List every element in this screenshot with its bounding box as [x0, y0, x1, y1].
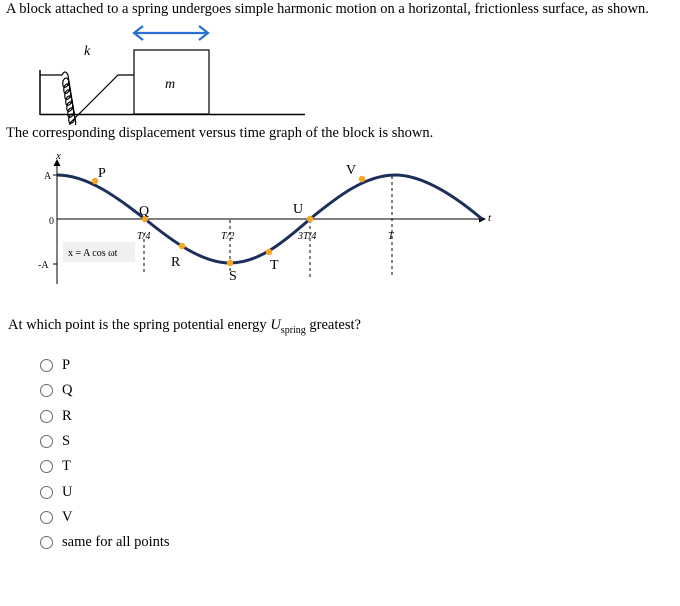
question-prompt: At which point is the spring potential energy $U_{spring}$ greatest?: [8, 317, 361, 336]
point-label-p: P: [98, 166, 106, 181]
point-label-q: Q: [139, 204, 150, 219]
tick-label-half: T/2: [221, 231, 235, 242]
point-r: [179, 243, 185, 249]
mass-label: m: [165, 77, 176, 92]
radio-button[interactable]: [40, 410, 53, 423]
option-v[interactable]: [40, 505, 170, 530]
option-q[interactable]: [40, 378, 170, 403]
point-s: [227, 260, 233, 266]
option-label: R: [62, 407, 72, 424]
point-v: [359, 176, 365, 182]
amplitude-top-label: A: [44, 171, 52, 182]
radio-button[interactable]: [40, 460, 53, 473]
option-r[interactable]: [40, 404, 170, 429]
tick-label-quarter: T/4: [137, 231, 151, 242]
point-label-s: S: [229, 269, 237, 284]
option-t[interactable]: [40, 454, 170, 479]
spring-constant-label: k: [84, 44, 91, 59]
option-label: S: [62, 433, 71, 450]
option-label: same for all points: [62, 534, 170, 551]
option-label: V: [62, 508, 73, 525]
answer-options: [40, 353, 170, 555]
equation-label: x = A cos ωt: [68, 248, 118, 259]
point-t: [266, 249, 272, 255]
option-p[interactable]: [40, 353, 170, 378]
displacement-graph: [0, 148, 680, 288]
t-axis-label: t: [488, 212, 492, 224]
spring-block-diagram: [0, 0, 680, 125]
quarter-period-guides: [144, 176, 392, 278]
option-label: T: [62, 458, 71, 475]
point-label-t: T: [270, 258, 279, 273]
option-s[interactable]: [40, 429, 170, 454]
tick-label-period: T: [388, 231, 394, 242]
intro-text: A block attached to a spring undergoes simple harmonic motion on a horizontal, frictionless surface, as shown.: [6, 1, 649, 17]
option-label: P: [62, 357, 71, 374]
amplitude-bottom-label: -A: [38, 260, 49, 271]
point-label-r: R: [171, 255, 181, 270]
radio-button[interactable]: [40, 486, 53, 499]
option-label: Q: [62, 382, 73, 399]
option-label: U: [62, 483, 73, 500]
option-same-for-all[interactable]: [40, 530, 170, 555]
point-u: [307, 216, 313, 222]
radio-button[interactable]: [40, 384, 53, 397]
radio-button[interactable]: [40, 359, 53, 372]
radio-button[interactable]: [40, 536, 53, 549]
zero-label: 0: [49, 216, 54, 227]
radio-button[interactable]: [40, 435, 53, 448]
radio-button[interactable]: [40, 511, 53, 524]
y-axis-label: x: [56, 150, 61, 162]
spring-icon: [40, 72, 134, 125]
option-u[interactable]: [40, 479, 170, 504]
point-label-u: U: [293, 202, 304, 217]
graph-caption: The corresponding displacement versus time graph of the block is shown.: [6, 125, 434, 141]
double-arrow-icon: [134, 26, 208, 40]
point-label-v: V: [346, 163, 357, 178]
tick-label-three-quarter: 3T/4: [298, 231, 317, 242]
